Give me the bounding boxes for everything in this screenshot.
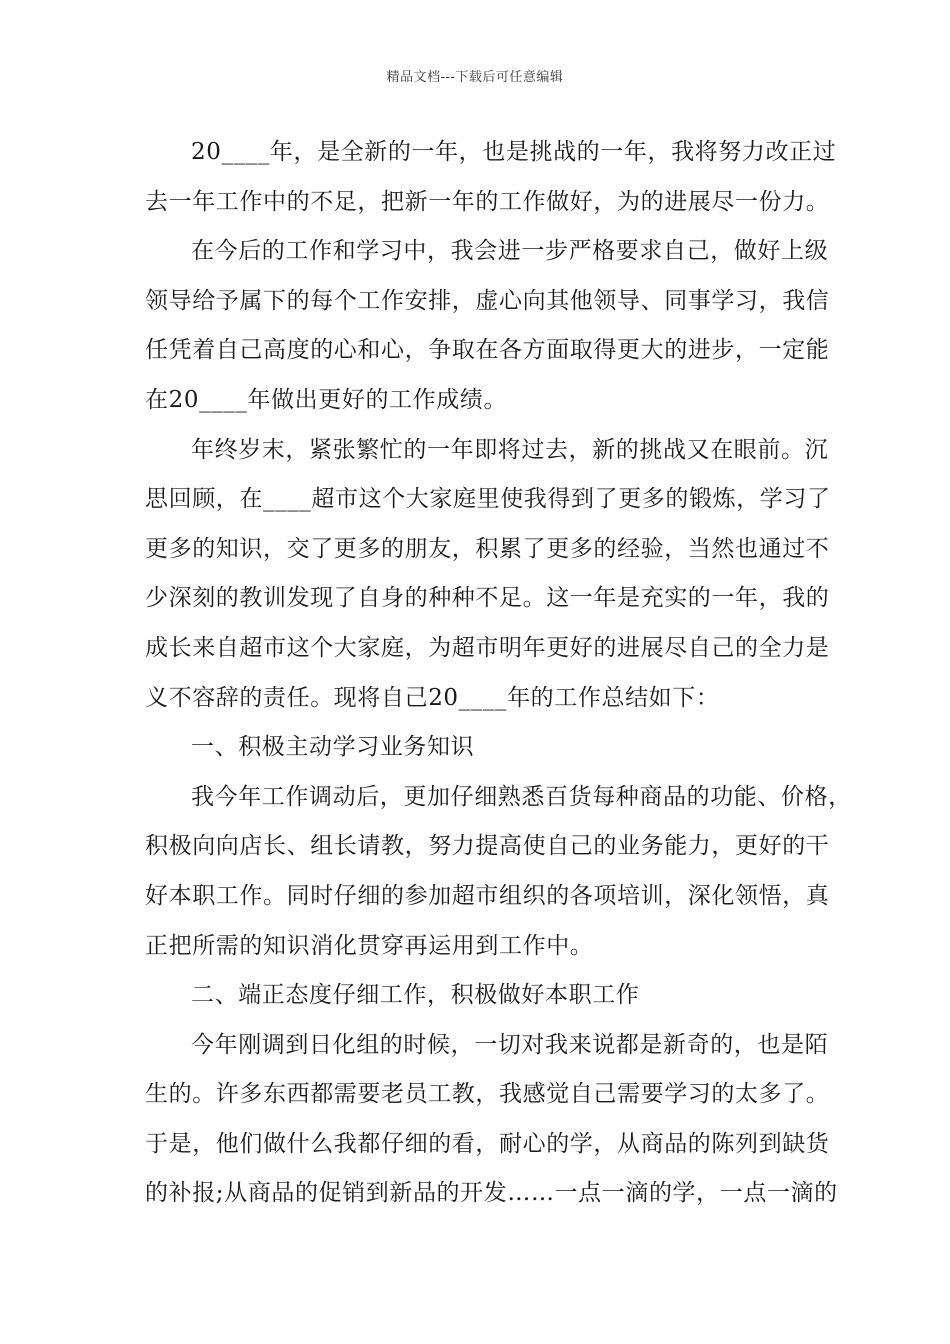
text-line: 正把所需的知识消化贯穿再运用到工作中。 [145, 932, 594, 959]
section-heading-1 [145, 723, 810, 773]
text-line: 于是，他们做什么我都仔细的看，耐心的学，从商品的陈列到缺货 [145, 1130, 830, 1157]
text-line: 任凭着自己高度的心和心，争取在各方面取得更大的进步，一定能 [145, 337, 830, 364]
text-line: 积极向向店长、组长请教，努力提高使自己的业务能力，更好的干 [145, 833, 830, 860]
text-line: 少深刻的教训发现了自身的种种不足。这一年是充实的一年，我的 [145, 585, 830, 612]
text-line: 去一年工作中的不足，把新一年的工作做好，为的进展尽一份力。 [145, 188, 830, 215]
text-line: 我今年工作调动后，更加仔细熟悉百货每种商品的功能、价格， [191, 783, 852, 810]
text-line: 义不容辞的责任。现将自己20____年的工作总结如下： [145, 684, 720, 711]
paragraph-5 [145, 1021, 838, 1219]
text-line: 好本职工作。同时仔细的参加超市组织的各项培训，深化领悟，真 [145, 882, 830, 909]
text-line: 思回顾，在____超市这个大家庭里使我得到了更多的锻炼，学习了 [145, 486, 831, 513]
document-body [145, 128, 852, 1219]
paragraph-3 [145, 426, 831, 724]
text-line: 今年刚调到日化组的时候，一切对我来说都是新奇的，也是陌 [191, 1031, 829, 1058]
paragraph-2 [145, 227, 830, 425]
text-line: 成长来自超市这个大家庭，为超市明年更好的进展尽自己的全力是 [145, 634, 830, 661]
text-line: 生的。许多东西都需要老员工教，我感觉自己需要学习的太多了。 [145, 1081, 830, 1108]
text-line: 更多的知识，交了更多的朋友，积累了更多的经验，当然也通过不 [145, 535, 830, 562]
text-line: 年终岁末，紧张繁忙的一年即将过去，新的挑战又在眼前。沉 [191, 436, 829, 463]
page-header: 精品文档---下载后可任意编辑 [386, 70, 564, 85]
text-line: 20____年，是全新的一年，也是挑战的一年，我将努力改正过 [191, 139, 837, 165]
heading-text: 一、积极主动学习业务知识 [191, 734, 475, 761]
heading-text: 二、端正态度仔细工作，积极做好本职工作 [191, 982, 640, 1009]
paragraph-1 [145, 128, 837, 227]
text-line: 在20____年做出更好的工作成绩。 [145, 386, 508, 413]
text-line: 的补报;从商品的促销到新品的开发……一点一滴的学，一点一滴的 [145, 1180, 838, 1207]
section-heading-2 [145, 971, 810, 1021]
paragraph-4 [145, 773, 852, 971]
text-line: 领导给予属下的每个工作安排，虚心向其他领导、同事学习，我信 [145, 287, 830, 314]
text-line: 在今后的工作和学习中，我会进一步严格要求自己，做好上级 [191, 238, 829, 265]
